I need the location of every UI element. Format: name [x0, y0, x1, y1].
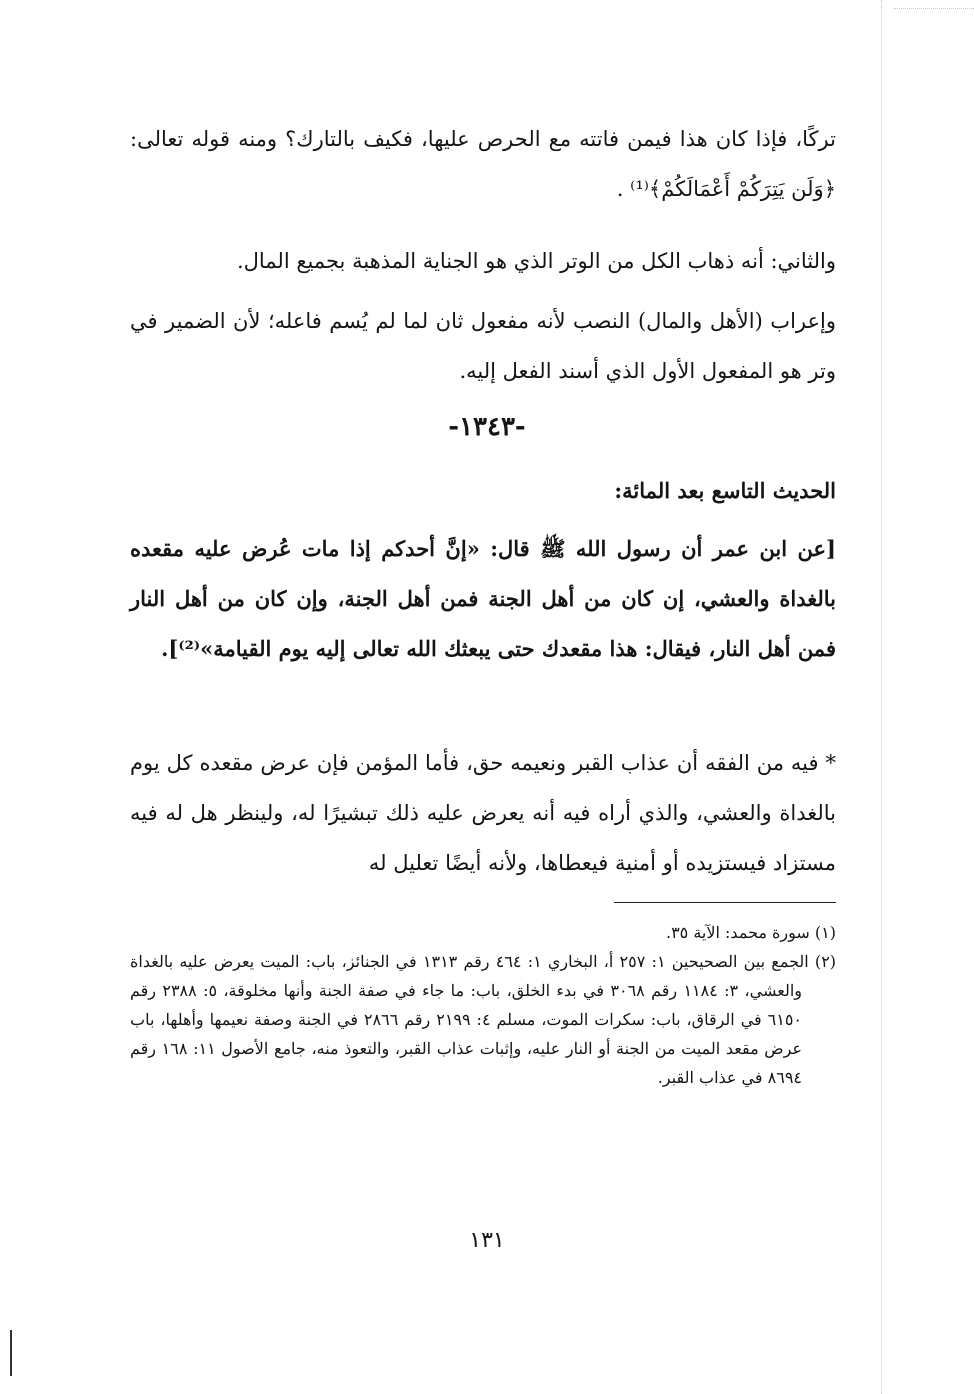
- paragraph-continuation: تركًا، فإذا كان هذا فيمن فاتته مع الحرص عليها، فكيف بالتارك؟ ومنه قوله تعالى: ﴿وَلَن يَتِرَكُمْ أَعْمَالَكُمْ﴾⁽¹⁾ .: [130, 127, 836, 201]
- margin-rule-top: [894, 8, 974, 9]
- scan-edge-mark: [10, 1330, 12, 1376]
- paragraph-grammar: وإعراب (الأهل والمال) النصب لأنه مفعول ثان لما لم يُسم فاعله؛ لأن الضمير في وتر هو المفعول الأول الذي أسند الفعل إليه.: [130, 309, 836, 383]
- hadith-text: [عن ابن عمر أن رسول الله ﷺ قال: «إنَّ أحدكم إذا مات عُرض عليه مقعده بالغداة والعشي، إن كان من أهل الجنة فمن أهل الجنة، وإن كان من أهل النار فمن أهل النار، فيقال: هذا مقعدك حتى يبعثك الله تعالى إليه يوم القيامة»⁽²⁾].: [130, 536, 836, 661]
- page-number: ١٣١: [469, 1228, 505, 1253]
- footnote-2: (٢) الجمع بين الصحيحين ١: ٢٥٧ أ، البخاري ١: ٤٦٤ رقم ١٣١٣ في الجنائز، باب: الميت يعرض عليه بالغداة والعشي، ٣: ١١٨٤ رقم ٣٠٦٨ في بدء الخلق، باب: ما جاء في صفة الجنة وأنها مخلوقة، ٥: ٢٣٨٨ رقم ٦١٥٠ في الرقاق، باب: سكرات الموت، مسلم ٤: ٢١٩٩ رقم ٢٨٦٦ في الجنة وصفة نعيمها وأهلها، باب عرض مقعد الميت من الجنة أو النار عليه، وإثبات عذاب القبر، والتعوذ منه، جامع الأصول ١١: ١٦٨ رقم ٨٦٩٤ في عذاب القبر.: [130, 952, 837, 1087]
- footnotes: [130, 918, 836, 1092]
- commentary-paragraph: * فيه من الفقه أن عذاب القبر ونعيمه حق، فأما المؤمن فإن عرض مقعده كل يوم بالغداة والعشي، والذي أراه فيه أنه يعرض عليه ذلك تبشيرًا له، ولينظر هل له فيه مستزاد فيستزيده أو أمنية فيعطاها، ولأنه أيضًا تعليل له: [130, 751, 836, 875]
- footnote-1: (١) سورة محمد: الآية ٣٥.: [665, 923, 836, 942]
- paragraph-second-meaning: والثاني: أنه ذهاب الكل من الوتر الذي هو الجناية المذهبة بجميع المال.: [236, 249, 836, 273]
- hadith-number: -١٣٤٣-: [448, 412, 526, 442]
- hadith-heading: الحديث التاسع بعد المائة:: [614, 478, 836, 503]
- footnote-separator: [614, 902, 836, 903]
- margin-rule: [881, 0, 882, 1394]
